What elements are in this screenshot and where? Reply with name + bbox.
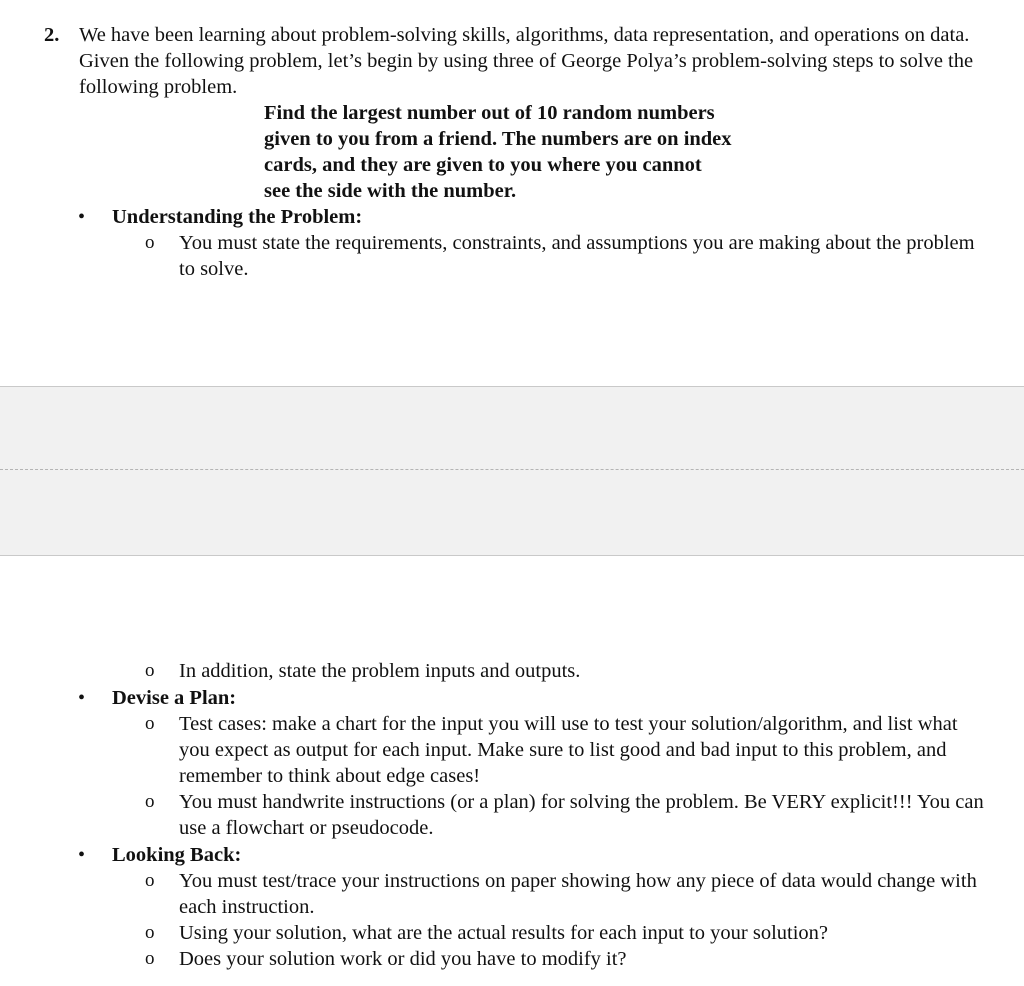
page-break-dashed-line (0, 469, 1024, 470)
sub-bullet-icon: o (145, 922, 155, 943)
question-number: 2. (44, 24, 60, 46)
section-title: Devise a Plan: (112, 687, 237, 709)
problem-line: Find the largest number out of 10 random numbers (264, 102, 715, 124)
page-break-divider (0, 386, 1024, 556)
bullet-icon: • (78, 687, 86, 709)
sub-bullet-icon: o (145, 870, 155, 891)
problem-line: cards, and they are given to you where you cannot (264, 154, 702, 176)
sub-item-text: You must state the requirements, constraints, and assumptions you are making about the problem to solve. (179, 232, 975, 280)
sub-item-text: You must test/trace your instructions on paper showing how any piece of data would change with each instruction. (179, 870, 977, 918)
problem-line: see the side with the number. (264, 180, 517, 202)
sub-bullet-icon: o (145, 660, 155, 681)
sub-item-text: You must handwrite instructions (or a plan) for solving the problem. Be VERY explicit!!! You can use a flowchart or pseudocode. (179, 791, 984, 839)
question-intro: We have been learning about problem-solving skills, algorithms, data representation, and operations on data. Given the following problem, let’s begin by using three of George Polya’s problem-solving steps to solve the following problem. (79, 24, 974, 98)
bullet-icon: • (78, 206, 86, 228)
problem-statement (264, 100, 804, 204)
sub-item-text: Test cases: make a chart for the input you will use to test your solution/algorithm, and list what you expect as output for each input. Make sure to list good and bad input to this problem, and remember to think about edge cases! (179, 713, 958, 787)
sub-bullet-icon: o (145, 232, 155, 253)
sub-bullet-icon: o (145, 791, 155, 812)
problem-line: given to you from a friend. The numbers are on index (264, 128, 732, 150)
section-title: Understanding the Problem: (112, 206, 363, 228)
section-title: Looking Back: (112, 844, 242, 866)
bullet-icon: • (78, 844, 86, 866)
sub-bullet-icon: o (145, 713, 155, 734)
sub-item-text: Using your solution, what are the actual results for each input to your solution? (179, 922, 829, 944)
sub-item-text: Does your solution work or did you have to modify it? (179, 948, 627, 970)
sub-item-text: In addition, state the problem inputs and outputs. (179, 660, 581, 682)
sub-bullet-icon: o (145, 948, 155, 969)
